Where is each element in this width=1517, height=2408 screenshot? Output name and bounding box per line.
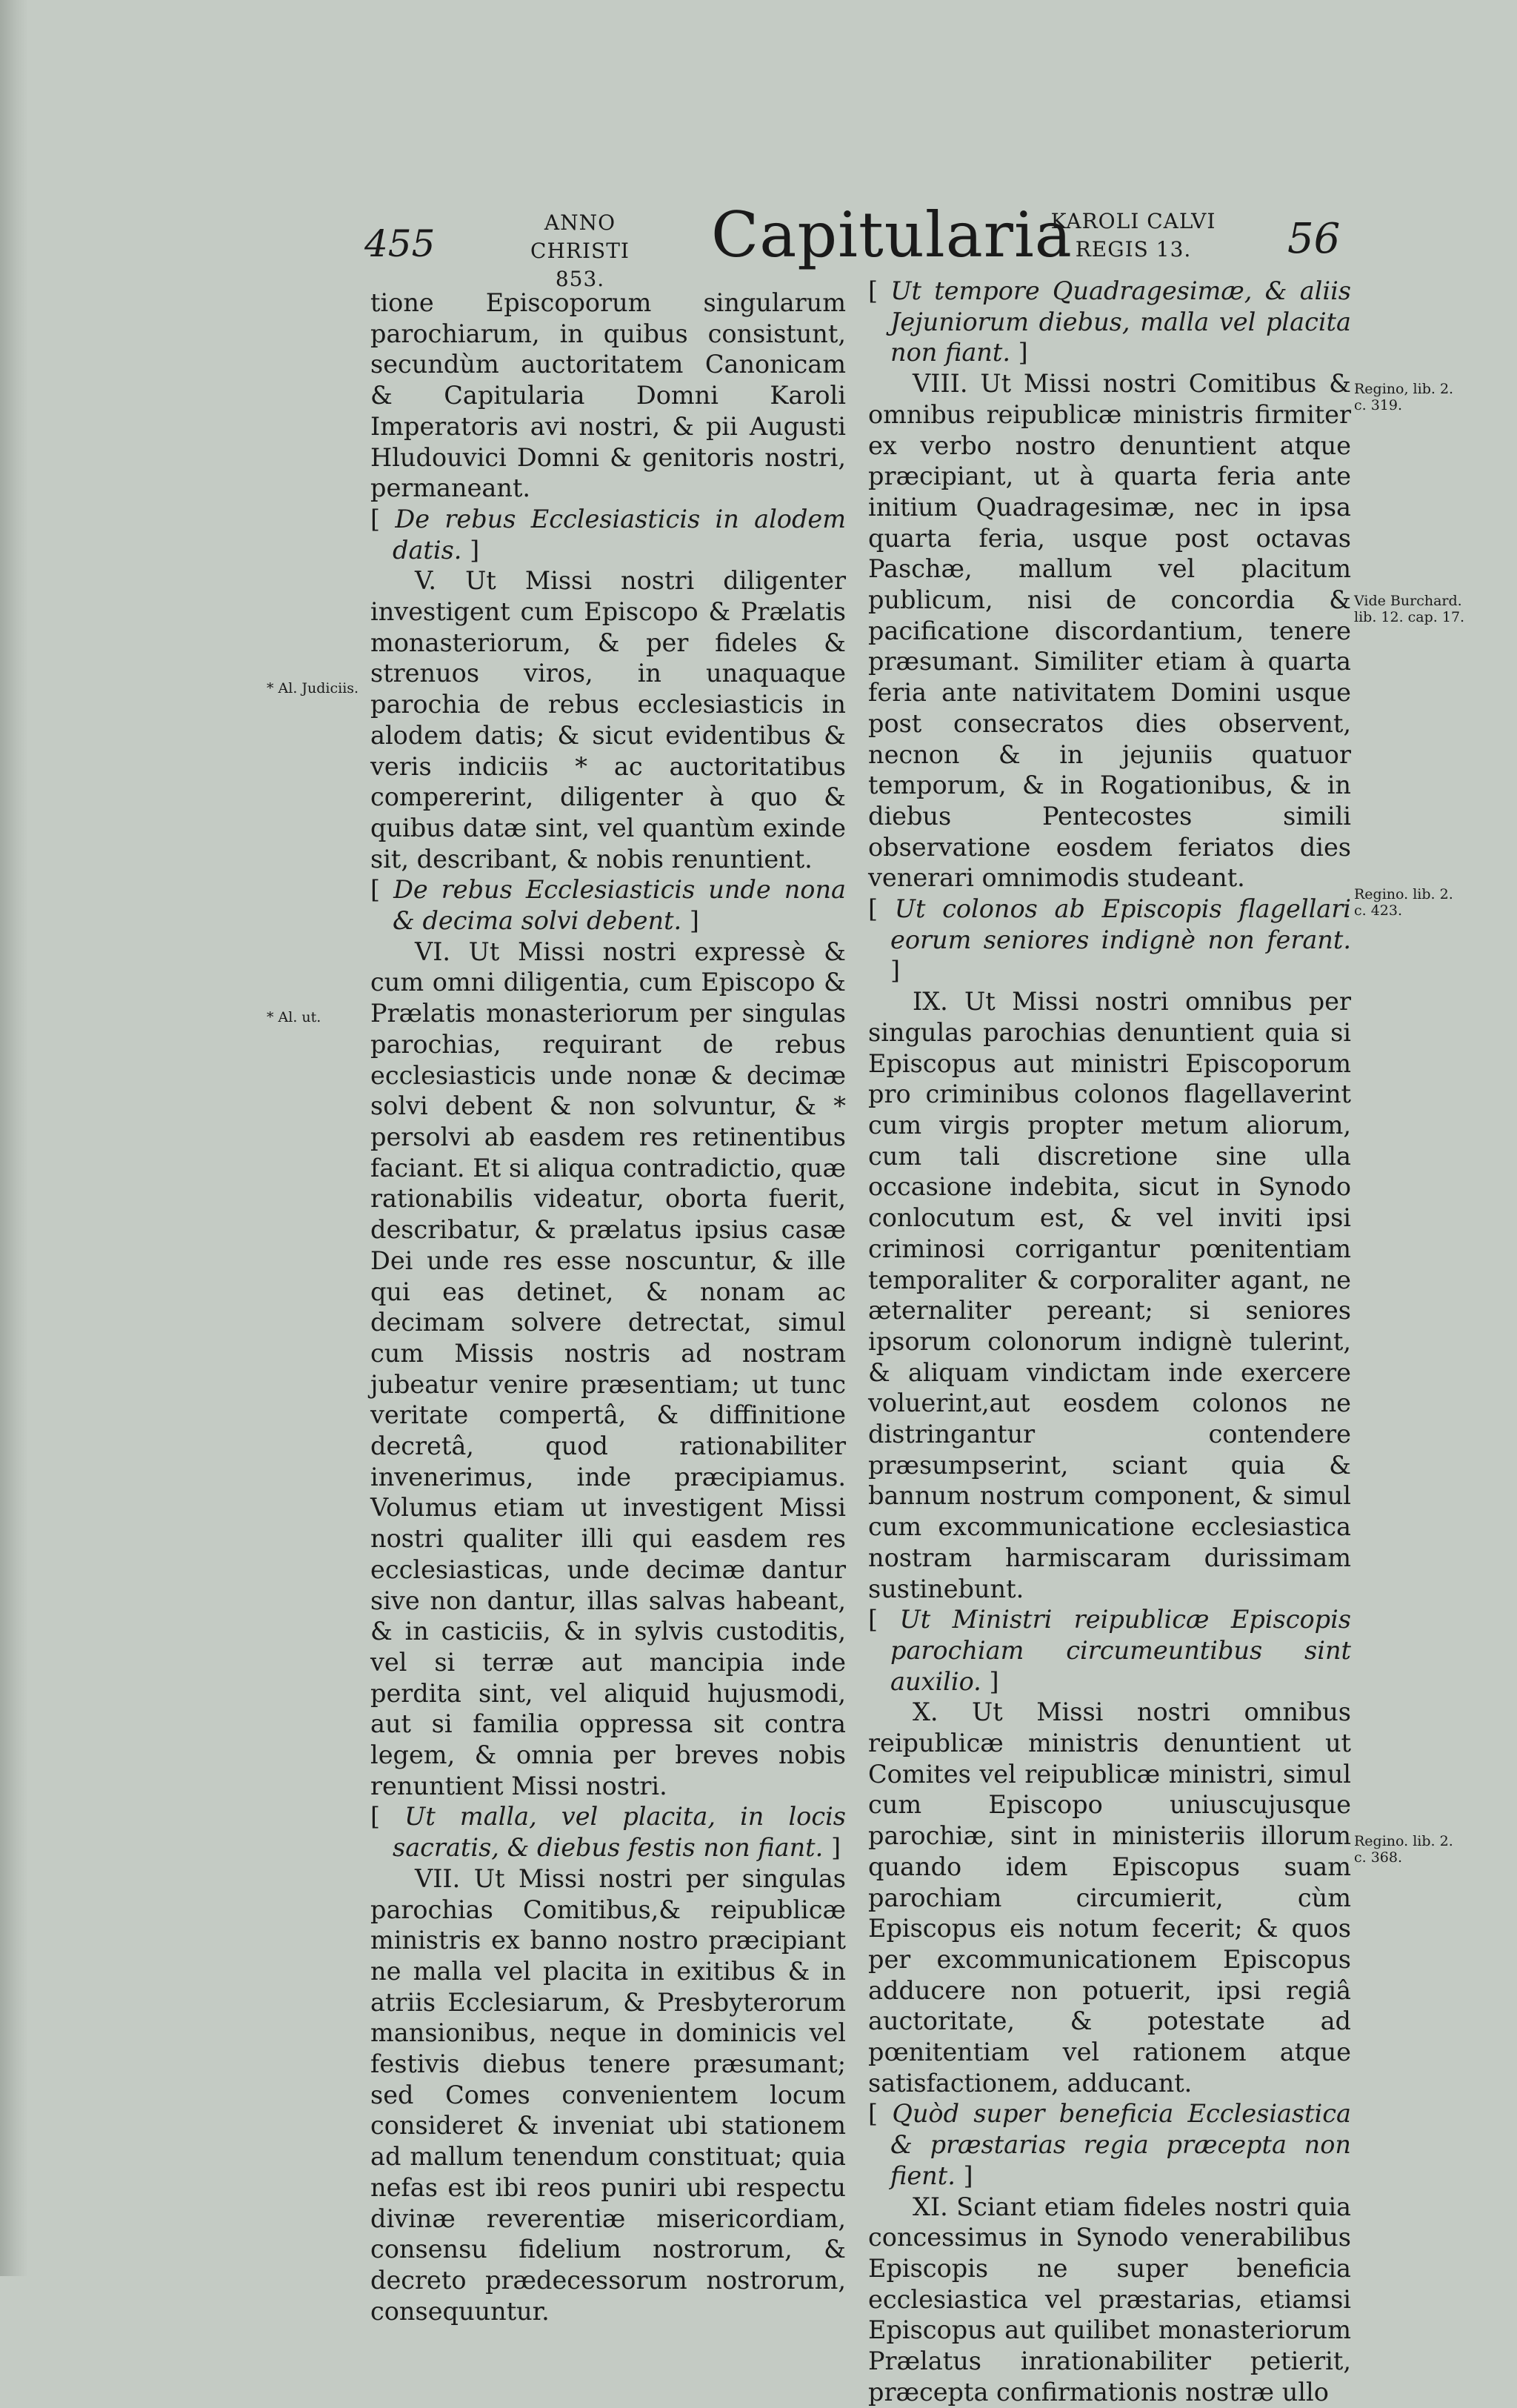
karoli-line-1: KAROLI CALVI xyxy=(1050,209,1216,233)
running-head-karoli xyxy=(1044,207,1222,264)
paragraph-chapter-vii: VII. Ut Missi nostri per singulas parochias Comitibus,& reipublicæ ministris ex banno nostro præcipiant ne malla vel placita in exitibus & in atriis Ecclesiarum, & Presbyterorum mansionibus, neque in dominicis vel festivis diebus tenere præsumant; sed Comes convenientem locum consideret & inveniat ubi stationem ad mallum tenendum constituat; quia nefas est ibi reos puniri ubi respectu divinæ reverentiæ misericordiam, consensu fidelium nostrorum, & decreto prædecessorum nostrorum, consequuntur. xyxy=(370,1863,846,2326)
right-text-column xyxy=(868,276,1351,2408)
page-title: Capitularia xyxy=(711,199,1073,271)
margin-note-regino-368: Regino. lib. 2. c. 368. xyxy=(1354,1833,1453,1866)
margin-note-variant-judiciis: * Al. Judiciis. xyxy=(267,680,359,696)
heading-text: Quòd super beneficia Ecclesiastica & præstarias regia præcepta non fient. xyxy=(890,2099,1351,2190)
heading-chapter-xi: [ Quòd super beneficia Ecclesiastica & præstarias regia præcepta non fient. ] xyxy=(868,2099,1351,2190)
page-number-left: 455 xyxy=(364,222,436,265)
heading-text: Ut malla, vel placita, in locis sacratis, & diebus festis non fiant. xyxy=(393,1802,847,1863)
heading-text: Ut Ministri reipublicæ Episcopis parochiam circumeuntibus sint auxilio. xyxy=(890,1605,1351,1696)
paragraph-intro: tione Episcoporum singularum parochiarum, in quibus consistunt, secundùm auctoritatem Canonicam & Capitularia Domni Karoli Imperatoris avi nostri, & pii Augusti Hludouvici Domni & genitoris nostri, permaneant. xyxy=(370,288,846,503)
margin-note-variant-ut: * Al. ut. xyxy=(267,1009,321,1025)
paragraph-chapter-xi: XI. Sciant etiam fideles nostri quia concessimus in Synodo venerabilibus Episcopis ne super beneficia ecclesiastica vel præstarias, etiamsi Episcopus aut quilibet monasteriorum Prælatus inrationabiliter petierit, præcepta confirmationis nostræ ullo xyxy=(868,2192,1351,2407)
anno-line-2: 853. xyxy=(555,266,605,291)
heading-chapter-vi: [ De rebus Ecclesiasticis unde nona & decima solvi debent. ] xyxy=(370,875,846,936)
heading-chapter-vii: [ Ut malla, vel placita, in locis sacratis, & diebus festis non fiant. ] xyxy=(370,1802,847,1863)
margin-note-burchard: Vide Burchard. lib. 12. cap. 17. xyxy=(1354,593,1465,625)
heading-chapter-viii: [ Ut tempore Quadragesimæ, & aliis Jejuniorum diebus, malla vel placita non fiant. ] xyxy=(868,276,1352,367)
anno-line-1: ANNO CHRISTI xyxy=(530,210,630,263)
heading-chapter-v: [ De rebus Ecclesiasticis in alodem datis. ] xyxy=(370,504,846,565)
paragraph-chapter-x: X. Ut Missi nostri omnibus reipublicæ ministris denuntient ut Comites vel reipublicæ ministri, simul cum Episcopo uniuscujusque parochiæ, sint in ministeriis illorum quando idem Episcopus suam parochiam circumierit, cùm Episcopus eis notum fecerit; & quos per excommunicationem Episcopus adducere non potuerit, ipsi regiâ auctoritate, & potestate ad pœnitentiam vel rationem atque satisfactionem, adducant. xyxy=(868,1697,1351,2098)
heading-text: Ut tempore Quadragesimæ, & aliis Jejuniorum diebus, malla vel placita non fiant. xyxy=(890,276,1352,367)
running-head-anno xyxy=(495,209,665,293)
heading-text: De rebus Ecclesiasticis in alodem datis. xyxy=(393,504,846,565)
page-number-right: 56 xyxy=(1287,215,1341,263)
page-gutter-shadow xyxy=(0,0,28,2276)
heading-chapter-ix: [ Ut colonos ab Episcopis flagellari eorum seniores indignè non ferant. ] xyxy=(868,894,1352,985)
heading-text: De rebus Ecclesiasticis unde nona & decima solvi debent. xyxy=(393,875,846,936)
paragraph-chapter-vi: VI. Ut Missi nostri expressè & cum omni diligentia, cum Episcopo & Prælatis monasteriorum per singulas parochias, requirant de rebus ecclesiasticis unde nonæ & decimæ solvi debent & non solvuntur, & * persolvi ab easdem res retinentibus faciant. Et si aliqua contradictio, quæ rationabilis videatur, oborta fuerit, describatur, & prælatus ipsius casæ Dei unde res esse noscuntur, & ille qui eas detinet, & nonam ac decimam solvere detrectat, simul cum Missis nostris ad nostram jubeatur venire præsentiam; ut tunc veritate compertâ, & diffinitione decretâ, quod rationabiliter invenerimus, inde præcipiamus. Volumus etiam ut investigent Missi nostri qualiter illi qui easdem res ecclesiasticas, unde decimæ dantur sive non dantur, illas salvas habeant, & in casticiis, & in sylvis custoditis, vel si terræ aut mancipia inde perdita sint, vel aliquid hujusmodi, aut si familia oppressa sit contra legem, & omnia per breves nobis renuntient Missi nostri. xyxy=(370,937,846,1800)
heading-text: Ut colonos ab Episcopis flagellari eorum seniores indignè non ferant. xyxy=(890,894,1352,954)
paragraph-chapter-v: V. Ut Missi nostri diligenter investigent cum Episcopo & Prælatis monasteriorum, & per fideles & strenuos viros, in unaquaque parochia de rebus ecclesiasticis in alodem datis; & sicut evidentibus & veris indiciis * ac auctoritatibus compererint, diligenter à quo & quibus datæ sint, vel quantùm exinde sit, describant, & nobis renuntient. xyxy=(370,566,846,874)
paragraph-chapter-ix: IX. Ut Missi nostri omnibus per singulas parochias denuntient quia si Episcopus aut ministri Episcoporum pro criminibus colonos flagellaverint cum virgis propter metum aliorum, cum tali discretione sine ulla occasione indebita, sicut in Synodo conlocutum est, & vel inviti ipsi criminosi corrigantur pœnitentiam temporaliter & corporaliter agant, ne æternaliter pereant; si seniores ipsorum colonorum indignè tulerint, & aliquam vindictam inde exercere voluerint,aut eosdem colonos ne distringantur contendere præsumpserint, sciant quia & bannum nostrum component, & simul cum excommunicatione ecclesiastica nostram harmiscaram durissimam sustinebunt. xyxy=(868,987,1351,1603)
heading-chapter-x: [ Ut Ministri reipublicæ Episcopis parochiam circumeuntibus sint auxilio. ] xyxy=(868,1605,1351,1696)
left-text-column xyxy=(370,287,846,2326)
page-header xyxy=(0,0,1517,296)
margin-note-regino-423: Regino. lib. 2. c. 423. xyxy=(1354,886,1453,919)
karoli-line-2: REGIS 13. xyxy=(1075,236,1192,262)
margin-note-regino-319: Regino, lib. 2. c. 319. xyxy=(1354,381,1454,413)
paragraph-chapter-viii: VIII. Ut Missi nostri Comitibus & omnibus reipublicæ ministris firmiter ex verbo nostro denuntient atque præcipiant, ut à quarta feria ante initium Quadragesimæ, nec in ipsa quarta feria, usque post octavas Paschæ, mallum vel placitum publicum, nisi de concordia & pacificatione discordantium, tenere præsumant. Similiter etiam à quarta feria ante nativitatem Domini usque post consecratos dies observent, necnon & in jejuniis quatuor temporum, & in Rogationibus, & in diebus Pentecostes simili observatione eosdem feriatos dies venerari omnimodis studeant. xyxy=(868,369,1351,893)
